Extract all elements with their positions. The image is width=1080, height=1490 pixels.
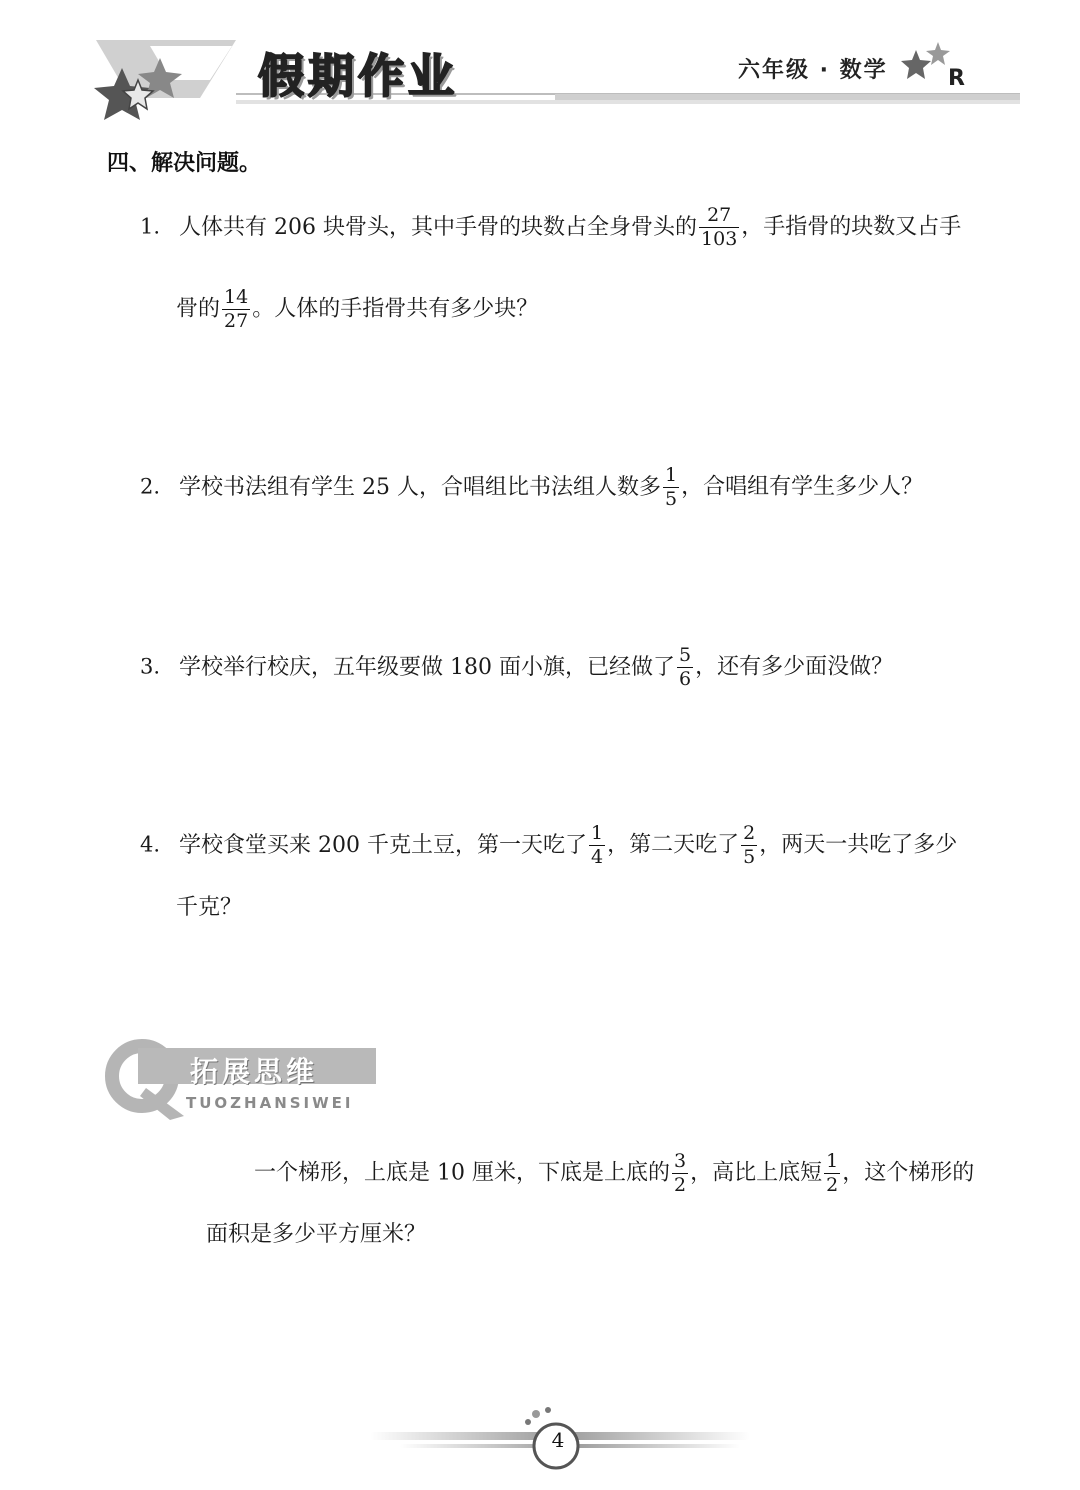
question-text: 。人体的手指骨共有多少块？ (252, 296, 539, 322)
grade-subject-label: 六年级 · 数学 (738, 58, 888, 83)
denominator: 5 (665, 488, 678, 510)
question-text: ，高比上底短 (690, 1160, 823, 1186)
fraction (699, 206, 739, 249)
denominator: 103 (701, 228, 738, 250)
question-number: 1. (140, 214, 161, 239)
fraction (672, 1152, 688, 1195)
page-number: 4 (551, 1428, 565, 1452)
extension-question-line-1 (254, 1152, 974, 1195)
question-text: ，手指骨的块数又占手 (741, 214, 962, 240)
question-text: ，第二天吃了 (607, 832, 740, 858)
question-1-line-2 (176, 288, 538, 331)
extension-question-line-2: 面积是多少平方厘米？ (206, 1222, 427, 1247)
denominator: 27 (224, 310, 249, 332)
extension-title: 拓展思维 (190, 1055, 319, 1088)
fraction (741, 824, 757, 867)
numerator: 1 (591, 822, 604, 844)
denominator: 6 (679, 668, 692, 690)
book-title: 假期作业 (258, 49, 458, 103)
numerator: 27 (707, 204, 732, 226)
numerator: 1 (665, 464, 678, 486)
section-title: 四、解决问题。 (107, 151, 262, 176)
fraction (824, 1152, 840, 1195)
question-text: ，合唱组有学生多少人？ (681, 474, 924, 500)
numerator: 1 (826, 1150, 839, 1172)
extension-pinyin: TUOZHANSIWEI (186, 1094, 354, 1112)
question-text: 一个梯形，上底是 10 厘米，下底是上底的 (254, 1160, 670, 1186)
question-1-line-1 (140, 206, 961, 249)
fraction (222, 288, 250, 331)
question-2 (140, 466, 923, 509)
fraction (663, 466, 679, 509)
edition-mark: R (948, 66, 965, 91)
fraction (589, 824, 605, 867)
question-text: ，还有多少面没做？ (695, 654, 894, 680)
denominator: 5 (743, 846, 756, 868)
question-text: 人体共有 206 块骨头，其中手骨的块数占全身骨头的 (179, 214, 698, 240)
numerator: 5 (679, 644, 692, 666)
fraction (677, 646, 693, 689)
question-text: ，这个梯形的 (842, 1160, 975, 1186)
question-number: 4. (140, 832, 161, 857)
question-3 (140, 646, 893, 689)
denominator: 2 (673, 1174, 687, 1196)
header-banner (0, 28, 1080, 128)
question-text: 学校食堂买来 200 千克土豆，第一天吃了 (179, 832, 588, 858)
numerator: 14 (224, 286, 249, 308)
question-text: 骨的 (176, 296, 221, 322)
denominator: 2 (826, 1174, 839, 1196)
grade-stars-icon (901, 42, 950, 79)
question-number: 2. (140, 474, 161, 499)
question-number: 3. (140, 654, 161, 679)
question-text: ，两天一共吃了多少 (759, 832, 958, 858)
question-text: 学校书法组有学生 25 人，合唱组比书法组人数多 (179, 474, 662, 500)
numerator: 2 (743, 822, 756, 844)
numerator: 3 (673, 1150, 687, 1172)
denominator: 4 (591, 846, 604, 868)
question-4-line-1 (140, 824, 957, 867)
question-4-line-2: 千克？ (176, 895, 243, 920)
question-text: 学校举行校庆，五年级要做 180 面小旗，已经做了 (179, 654, 676, 680)
